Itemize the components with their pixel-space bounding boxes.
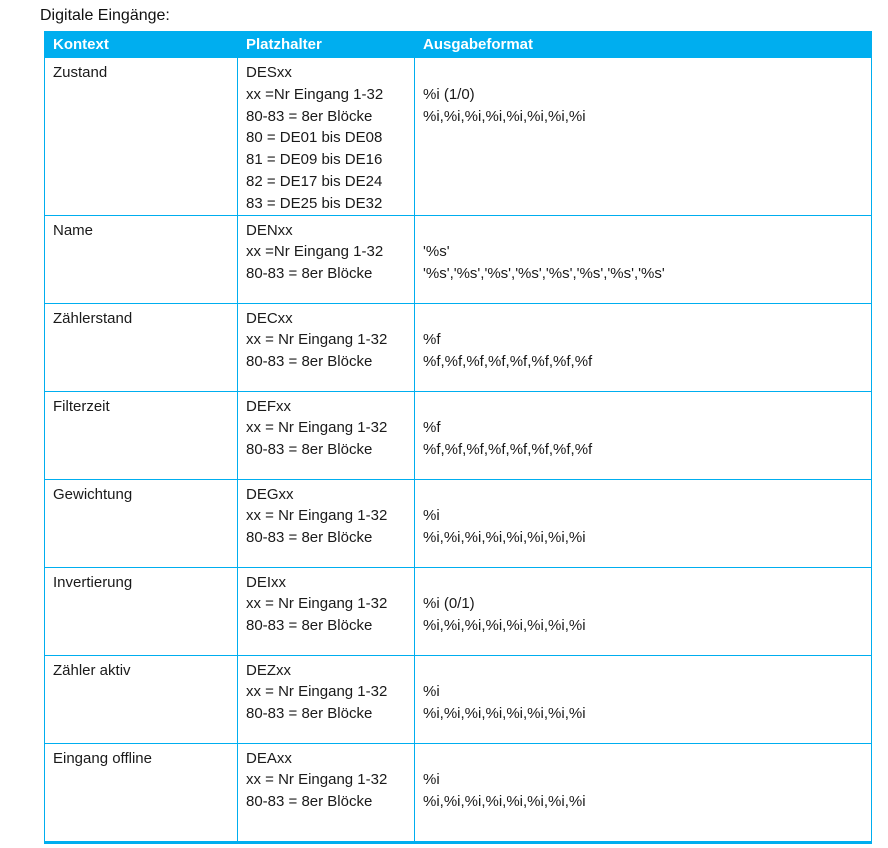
cell-kontext xyxy=(45,391,238,479)
platzhalter-line: 83 = DE25 bis DE32 xyxy=(246,194,383,212)
table-row xyxy=(45,479,872,567)
ausgabeformat-line: %i (1/0) xyxy=(423,85,475,103)
kontext-label: Invertierung xyxy=(53,573,133,591)
platzhalter-line: 82 = DE17 bis DE24 xyxy=(246,172,383,190)
table-header xyxy=(45,32,872,58)
cell-platzhalter xyxy=(238,215,415,303)
platzhalter-line: 80-83 = 8er Blöcke xyxy=(246,353,373,371)
table-body xyxy=(45,58,872,843)
kontext-label: Zustand xyxy=(53,64,108,81)
platzhalter-line: xx =Nr Eingang 1-32 xyxy=(246,243,384,261)
platzhalter-line: DEIxx xyxy=(246,573,287,591)
cell-ausgabeformat xyxy=(415,567,872,655)
table-row xyxy=(45,655,872,743)
platzhalter-line: xx = Nr Eingang 1-32 xyxy=(246,507,388,525)
platzhalter-line: DEFxx xyxy=(246,397,291,415)
ausgabeformat-line: %i xyxy=(423,683,440,701)
ausgabeformat-line xyxy=(423,62,863,84)
platzhalter-line: xx = Nr Eingang 1-32 xyxy=(246,331,388,349)
cell-platzhalter xyxy=(238,655,415,743)
ausgabeformat-line: %f,%f,%f,%f,%f,%f,%f,%f xyxy=(423,441,593,459)
ausgabeformat-line: '%s' xyxy=(423,243,450,261)
platzhalter-line: DEGxx xyxy=(246,485,294,503)
cell-kontext xyxy=(45,567,238,655)
ausgabeformat-line xyxy=(423,308,863,330)
platzhalter-line: 80-83 = 8er Blöcke xyxy=(246,265,373,283)
platzhalter-line: xx = Nr Eingang 1-32 xyxy=(246,419,388,437)
platzhalter-line: 80-83 = 8er Blöcke xyxy=(246,441,373,459)
platzhalter-line: DESxx xyxy=(246,64,292,81)
platzhalter-line: DEZxx xyxy=(246,661,291,679)
column-header-ausgabeformat: Ausgabeformat xyxy=(415,32,872,58)
platzhalter-line: 80-83 = 8er Blöcke xyxy=(246,617,373,635)
ausgabeformat-line: %i (0/1) xyxy=(423,595,475,613)
platzhalter-line: xx = Nr Eingang 1-32 xyxy=(246,683,388,701)
cell-platzhalter xyxy=(238,743,415,842)
kontext-label: Filterzeit xyxy=(53,397,110,415)
ausgabeformat-line: %i xyxy=(423,507,440,525)
platzhalter-line: 80 = DE01 bis DE08 xyxy=(246,129,383,147)
ausgabeformat-line xyxy=(423,484,863,506)
cell-platzhalter xyxy=(238,479,415,567)
table-header-row xyxy=(45,32,872,58)
cell-kontext xyxy=(45,479,238,567)
cell-kontext xyxy=(45,655,238,743)
kontext-label: Eingang offline xyxy=(53,749,152,767)
ausgabeformat-line: %i,%i,%i,%i,%i,%i,%i,%i xyxy=(423,705,586,723)
kontext-label: Name xyxy=(53,221,94,239)
cell-ausgabeformat xyxy=(415,303,872,391)
cell-kontext xyxy=(45,743,238,842)
kontext-label: Gewichtung xyxy=(53,485,133,503)
platzhalter-line: 80-83 = 8er Blöcke xyxy=(246,793,373,811)
platzhalter-line: 80-83 = 8er Blöcke xyxy=(246,529,373,547)
table-row xyxy=(45,743,872,842)
ausgabeformat-line: %i,%i,%i,%i,%i,%i,%i,%i xyxy=(423,529,586,547)
ausgabeformat-line xyxy=(423,220,863,242)
cell-platzhalter xyxy=(238,58,415,216)
ausgabeformat-line xyxy=(423,396,863,418)
digital-inputs-table xyxy=(44,31,872,844)
cell-ausgabeformat xyxy=(415,58,872,216)
cell-ausgabeformat xyxy=(415,743,872,842)
column-header-kontext: Kontext xyxy=(45,32,238,58)
cell-ausgabeformat xyxy=(415,215,872,303)
ausgabeformat-line: %i,%i,%i,%i,%i,%i,%i,%i xyxy=(423,617,586,635)
ausgabeformat-line: %f xyxy=(423,331,441,349)
column-header-platzhalter: Platzhalter xyxy=(238,32,415,58)
platzhalter-line: DEAxx xyxy=(246,749,292,767)
platzhalter-line: 81 = DE09 bis DE16 xyxy=(246,151,383,169)
table-row xyxy=(45,303,872,391)
platzhalter-line: 80-83 = 8er Blöcke xyxy=(246,705,373,723)
cell-kontext xyxy=(45,58,238,216)
platzhalter-line: DENxx xyxy=(246,221,293,239)
cell-ausgabeformat xyxy=(415,655,872,743)
kontext-label: Zählerstand xyxy=(53,309,133,327)
table-row xyxy=(45,58,872,216)
cell-ausgabeformat xyxy=(415,479,872,567)
platzhalter-line: xx =Nr Eingang 1-32 xyxy=(246,85,384,103)
cell-platzhalter xyxy=(238,391,415,479)
cell-platzhalter xyxy=(238,303,415,391)
platzhalter-line: xx = Nr Eingang 1-32 xyxy=(246,595,388,613)
cell-platzhalter xyxy=(238,567,415,655)
platzhalter-line: 80-83 = 8er Blöcke xyxy=(246,107,373,125)
ausgabeformat-line: %i,%i,%i,%i,%i,%i,%i,%i xyxy=(423,107,586,125)
ausgabeformat-line xyxy=(423,748,863,770)
ausgabeformat-line: %f,%f,%f,%f,%f,%f,%f,%f xyxy=(423,353,593,371)
table-row xyxy=(45,567,872,655)
platzhalter-line: DECxx xyxy=(246,309,293,327)
ausgabeformat-line xyxy=(423,660,863,682)
ausgabeformat-line xyxy=(423,572,863,594)
page-title: Digitale Eingänge: xyxy=(40,7,170,24)
ausgabeformat-line: %i,%i,%i,%i,%i,%i,%i,%i xyxy=(423,793,586,811)
platzhalter-line: xx = Nr Eingang 1-32 xyxy=(246,771,388,789)
table-row xyxy=(45,391,872,479)
cell-ausgabeformat xyxy=(415,391,872,479)
table-row xyxy=(45,215,872,303)
cell-kontext xyxy=(45,215,238,303)
ausgabeformat-line: %f xyxy=(423,419,441,437)
kontext-label: Zähler aktiv xyxy=(53,661,131,679)
cell-kontext xyxy=(45,303,238,391)
ausgabeformat-line: %i xyxy=(423,771,440,789)
ausgabeformat-line: '%s','%s','%s','%s','%s','%s','%s','%s' xyxy=(423,265,665,283)
